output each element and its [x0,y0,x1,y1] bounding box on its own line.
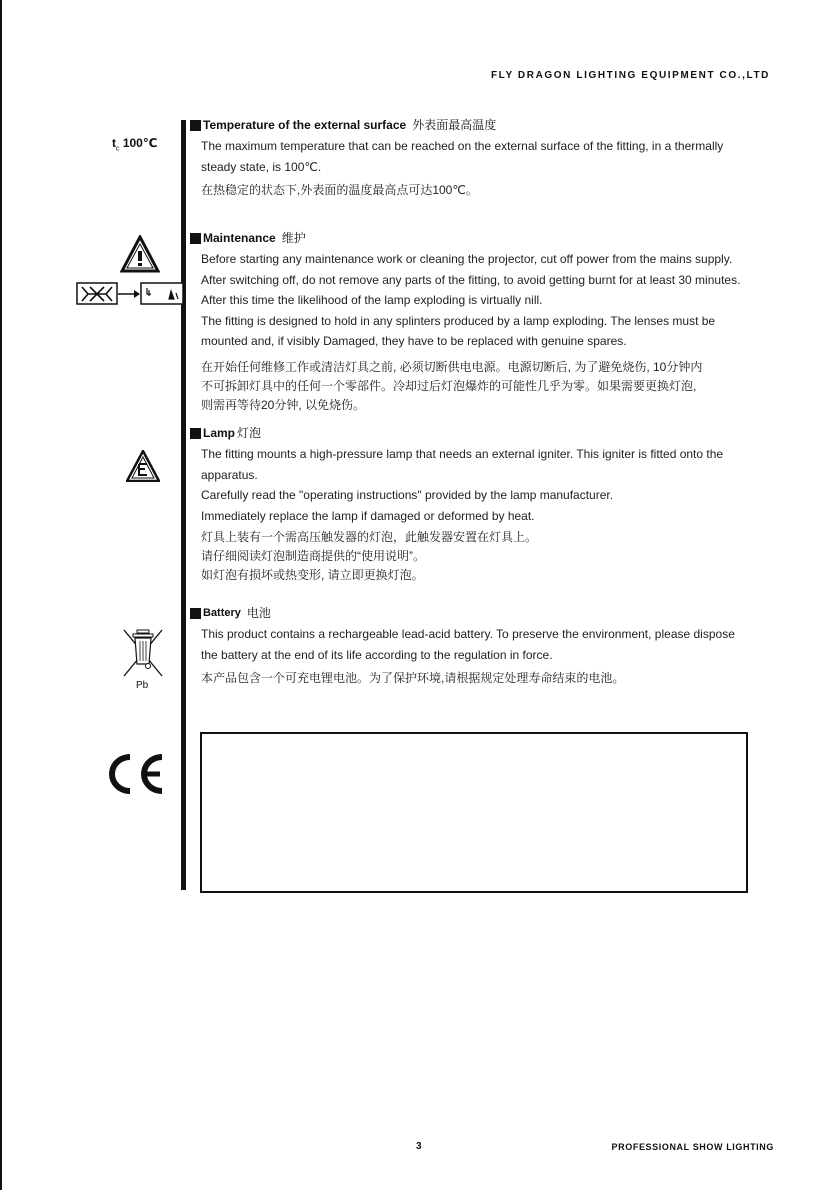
temperature-body [201,136,780,200]
company-header: FLY DRAGON LIGHTING EQUIPMENT CO.,LTD [490,70,770,81]
temperature-label [112,136,157,152]
lamp-line: apparatus. [201,467,258,482]
footer-tagline: PROFESSIONAL SHOW LIGHTING [611,1142,774,1152]
bullet-square-icon [190,120,201,131]
bullet-square-icon [190,428,201,439]
maintenance-title-zh: 维护 [281,231,306,245]
lamp-line: Immediately replace the lamp if damaged or deformed by heat. [201,508,535,523]
temperature-line: steady state, is 100℃. [201,159,322,174]
lamp-body [201,444,780,585]
section-maintenance [190,229,780,415]
lamp-title-zh: 灯泡 [237,426,262,440]
vertical-rule [181,120,186,890]
bullet-square-icon [190,608,201,619]
temperature-title-zh: 外表面最高温度 [412,118,497,132]
temperature-zh-line: 在热稳定的状态下,外表面的温度最高点可达100℃。 [201,183,478,197]
maintenance-zh-line: 不可拆卸灯具中的任何一个零部件。冷却过后灯泡爆炸的可能性几乎为零。如果需要更换灯泡, [201,378,697,393]
lamp-zh-line: 灯具上装有一个需高压触发器的灯泡，此触发器安置在灯具上。 [201,530,538,544]
lamp-line: Carefully read the "operating instructions" provided by the lamp manufacturer. [201,488,614,502]
maintenance-line: mounted and, if visibly Damaged, they have to be replaced with genuine spares. [201,334,627,348]
ce-declaration-box [200,732,748,893]
temperature-label-value: 100℃ [119,136,158,150]
lamp-title-en: Lamp [203,426,236,440]
explosion-shield-icon [126,450,160,482]
maintenance-zh [201,358,780,415]
maintenance-line: After switching off, do not remove any parts of the fitting, to avoid getting burnt for at least 30 minutes. [201,272,741,287]
maintenance-heading [190,229,780,247]
temperature-line: The maximum temperature that can be reached on the external surface of the fitting, in a thermally [201,139,724,153]
battery-title-en: Battery [203,607,241,619]
temperature-heading [190,116,780,134]
lamp-line: The fitting mounts a high-pressure lamp that needs an external igniter. This igniter is fitted onto the [201,447,724,461]
maintenance-zh-line: 则需再等待20分钟, 以免烧伤。 [201,397,366,412]
temperature-label-t: t [112,136,116,150]
maintenance-zh-line: 在开始任何维修工作或清洁灯具之前, 必须切断供电电源。电源切断后, 为了避免烧伤, 10分钟内 [201,359,703,374]
maintenance-title-en: Maintenance [203,231,276,245]
battery-line: the battery at the end of its life according to the regulation in force. [201,647,553,662]
section-battery [190,604,780,688]
lamp-heading [190,424,780,442]
bullet-square-icon [190,233,201,244]
lamp-zh-line: 如灯泡有损坏或热变形, 请立即更换灯泡。 [201,568,424,582]
maintenance-line: After this time the likelihood of the lamp exploding is virtually nill. [201,293,543,307]
battery-body [201,624,780,688]
section-temperature [190,116,780,200]
battery-zh-line: 本产品包含一个可充电锂电池。为了保护环境,请根据规定处理寿命结束的电池。 [201,671,625,685]
pb-label: Pb [136,680,149,691]
temperature-label-sub: c [116,145,120,153]
warning-triangle-icon [120,235,160,273]
page-number: 3 [416,1141,422,1152]
battery-title-zh: 电池 [246,606,271,620]
maintenance-body [201,249,780,415]
maintenance-line: Before starting any maintenance work or cleaning the projector, cut off power from the mains supply. [201,252,733,266]
lamp-zh [201,528,780,585]
weee-bin-icon [122,626,164,678]
lamp-hot-warning-icon [76,280,186,308]
ce-mark-icon [104,753,168,795]
section-lamp [190,424,780,585]
lamp-zh-line: 请仔细阅读灯泡制造商提供的“使用说明”。 [201,549,425,563]
battery-heading [190,604,780,622]
battery-line: This product contains a rechargeable lead-acid battery. To preserve the environment, please dispose [201,627,735,641]
temperature-title-en: Temperature of the external surface [203,118,407,132]
maintenance-line: The fitting is designed to hold in any splinters produced by a lamp exploding. The lenses must be [201,313,716,328]
